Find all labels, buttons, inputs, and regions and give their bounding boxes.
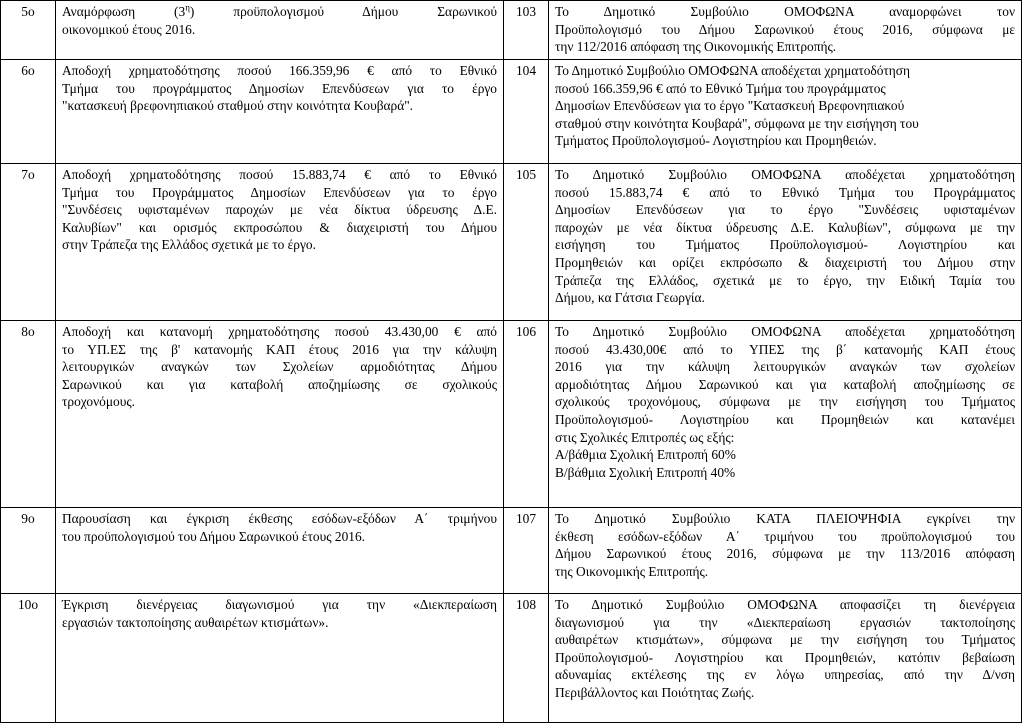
agenda-item-subject — [56, 1, 504, 60]
decision-line: εισήγηση του Τμήματος Προϋπολογισμού- Λογιστηρίου και — [555, 237, 1015, 253]
subject-line: το ΥΠ.ΕΣ της β' κατανομής ΚΑΠ έτους 2016 για την κάλυψη — [62, 341, 497, 357]
decision-line: Το Δημοτικό Συμβούλιο ΟΜΟΦΩΝΑ αποφασίζει τη διενέργεια — [555, 597, 1015, 612]
subject-line: Έγκριση διενέργειας διαγωνισμού για την «Διεκπεραίωση — [62, 597, 497, 612]
subject-text: Αναμόρφωση (3 — [62, 4, 186, 19]
decision-line: σταθμού στην κοινότητα Κουβαρά", σύμφωνα με την εισήγηση του — [555, 115, 919, 131]
decision-line: παροχών με νέα δίκτυα ύδρευσης Δ.Ε. Καλυβίων", σύμφωνα με την — [555, 219, 1015, 235]
decision-line: αρμοδιότητας Δήμου Σαρωνικού και για καταβολή αποζημίωσης σε — [555, 376, 1015, 392]
decision-line: Δήμου Σαρωνικού έτους 2016, σύμφωνα με την 113/2016 απόφαση — [555, 546, 1015, 562]
subject-line: Σαρωνικού και για καταβολή αποζημίωσης σε σχολικούς — [62, 376, 497, 392]
decision-number: 107 — [504, 508, 549, 594]
decision-line: Το Δημοτικό Συμβούλιο ΟΜΟΦΩΝΑ αναμορφώνει τον — [555, 4, 1015, 19]
agenda-row — [1, 1, 1022, 60]
agenda-item-number: 6ο — [1, 60, 56, 164]
agenda-item-number: 5ο — [1, 1, 56, 60]
decision-line: αυθαιρέτων κτισμάτων», σύμφωνα με την εισήγηση του Τμήματος — [555, 632, 1015, 648]
decision-text — [549, 594, 1022, 723]
decision-number: 106 — [504, 321, 549, 508]
allocation-line: Α/βάθμια Σχολική Επιτροπή 60% — [555, 447, 736, 463]
decision-text — [549, 164, 1022, 321]
decision-line: την 112/2016 απόφαση της Οικονομικής Επιτροπής. — [555, 39, 837, 55]
subject-line: Αποδοχή χρηματοδότησης ποσού 166.359,96 € από το Εθνικό — [62, 63, 497, 78]
decision-line: Δημοσίων Επενδύσεων για το έργο "Κατασκευή Βρεφονηπιακού — [555, 98, 905, 114]
decision-line: Δημοσίων Επενδύσεων για το έργο "Συνδέσεις υφισταμένων — [555, 202, 1015, 218]
decision-number: 108 — [504, 594, 549, 723]
decision-line: Περιβάλλοντος και Ποιότητας Ζωής. — [555, 684, 755, 700]
agenda-row — [1, 508, 1022, 594]
allocation-line: Β/βάθμια Σχολική Επιτροπή 40% — [555, 464, 736, 480]
decision-line: ποσού 15.883,74 € από το Εθνικό Τμήμα του Προγράμματος — [555, 184, 1015, 200]
subject-line: Τμήμα του προγράμματος Δημοσίων Επενδύσεων για το έργο — [62, 80, 497, 96]
decision-line: Προϋπολογισμού- Λογιστηρίου και Προμηθειών και κατανέμει — [555, 411, 1015, 427]
subject-line: τροχονόμους. — [62, 394, 136, 410]
decision-text — [549, 321, 1022, 508]
agenda-row — [1, 164, 1022, 321]
decision-number: 103 — [504, 1, 549, 60]
decision-line: Δήμου, κα Γάτσια Γεωργία. — [555, 290, 705, 306]
agenda-item-subject — [56, 508, 504, 594]
subject-line: Τμήμα του Προγράμματος Δημοσίων Επενδύσεων για το έργο — [62, 184, 497, 200]
agenda-item-number: 10ο — [1, 594, 56, 723]
decision-number: 104 — [504, 60, 549, 164]
decision-line: Προμηθειών και ορίζει εκπρόσωπο & διαχειριστή του Δήμου στην — [555, 254, 1015, 270]
decision-number: 105 — [504, 164, 549, 321]
decision-line: ποσού 166.359,96 € από το Εθνικό Τμήμα του προγράμματος — [555, 80, 886, 96]
agenda-item-subject — [56, 164, 504, 321]
decision-line: Προϋπολογισμού- Λογιστηρίου και Προμηθειών, κατόπιν βεβαίωση — [555, 649, 1015, 665]
subject-line: "κατασκευή βρεφονηπιακού σταθμού στην κοινότητα Κουβαρά". — [62, 98, 414, 114]
decision-line: Προϋπολογισμό του Δήμου Σαρωνικού έτους 2016, σύμφωνα με — [555, 21, 1015, 37]
subject-line: "Συνδέσεις υφισταμένων παροχών με νέα δίκτυα ύδρευσης Δ.Ε. — [62, 202, 497, 218]
subject-text: ) προϋπολογισμού Δήμου Σαρωνικού — [189, 4, 497, 19]
decision-line: Το Δημοτικό Συμβούλιο ΚΑΤΑ ΠΛΕΙΟΨΗΦΙΑ εγκρίνει την — [555, 511, 1015, 526]
decision-line: έκθεση εσόδων-εξόδων Α΄ τριμήνου του προϋπολογισμού του — [555, 528, 1015, 544]
agenda-item-subject — [56, 594, 504, 723]
decision-line: σχολικούς τροχονόμους, σύμφωνα με την εισήγηση του Τμήματος — [555, 394, 1015, 410]
decision-line: Τμήματος Προϋπολογισμού- Λογιστηρίου και Προμηθειών. — [555, 133, 877, 149]
agenda-item-subject — [56, 321, 504, 508]
subject-line: στην Τράπεζα της Ελλάδος σχετικά με το έργο. — [62, 237, 316, 253]
subject-line: Αποδοχή και κατανομή χρηματοδότησης ποσού 43.430,00 € από — [62, 324, 497, 339]
decision-line: Τράπεζα της Ελλάδος, σχετικά με το έργο, την Ειδική Ταμία του — [555, 272, 1015, 288]
decision-line: στις Σχολικές Επιτροπές ως εξής: — [555, 429, 735, 445]
decision-line: Το Δημοτικό Συμβούλιο ΟΜΟΦΩΝΑ αποδέχεται χρηματοδότηση — [555, 167, 1015, 182]
decision-line: Το Δημοτικό Συμβούλιο ΟΜΟΦΩΝΑ αποδέχεται χρηματοδότηση — [555, 324, 1015, 339]
agenda-item-subject — [56, 60, 504, 164]
decision-line: της Οικονομικής Επιτροπής. — [555, 563, 709, 579]
decision-line: 2016 για την κάλυψη λειτουργικών αναγκών των σχολείων — [555, 359, 1015, 375]
agenda-item-number: 8ο — [1, 321, 56, 508]
decision-text — [549, 508, 1022, 594]
decision-line: διαγωνισμού για την «Διεκπεραίωση εργασιών τακτοποίησης — [555, 614, 1015, 630]
agenda-item-number: 7ο — [1, 164, 56, 321]
subject-line: εργασιών τακτοποίησης αυθαιρέτων κτισμάτων». — [62, 614, 329, 630]
agenda-item-number: 9ο — [1, 508, 56, 594]
agenda-row — [1, 60, 1022, 164]
subject-line: Αποδοχή χρηματοδότησης ποσού 15.883,74 € από το Εθνικό — [62, 167, 497, 182]
subject-line: του προϋπολογισμού του Δήμου Σαρωνικού έτους 2016. — [62, 528, 366, 544]
subject-line: Παρουσίαση και έγκριση έκθεσης εσόδων-εξόδων Α΄ τριμήνου — [62, 511, 497, 526]
decision-text — [549, 1, 1022, 60]
decision-line: αδυναμίας εκτέλεσης της εν λόγω υπηρεσίας, από την Δ/νση — [555, 667, 1015, 683]
decision-line: Το Δημοτικό Συμβούλιο ΟΜΟΦΩΝΑ αποδέχεται χρηματοδότηση — [555, 63, 911, 78]
decision-text — [549, 60, 1022, 164]
ordinal-superscript: η — [185, 2, 190, 13]
agenda-row — [1, 594, 1022, 723]
subject-line: λειτουργικών αναγκών των Σχολείων αρμοδιότητας Δήμου — [62, 359, 497, 375]
decision-line: ποσού 43.430,00€ από το ΥΠΕΣ της β΄ κατανομής ΚΑΠ έτους — [555, 341, 1015, 357]
minutes-table-body — [1, 1, 1022, 723]
subject-line: Καλυβίων" και ορισμός εκπροσώπου & διαχειριστή του Δήμου — [62, 219, 497, 235]
agenda-row — [1, 321, 1022, 508]
subject-line: οικονομικού έτους 2016. — [62, 21, 196, 37]
